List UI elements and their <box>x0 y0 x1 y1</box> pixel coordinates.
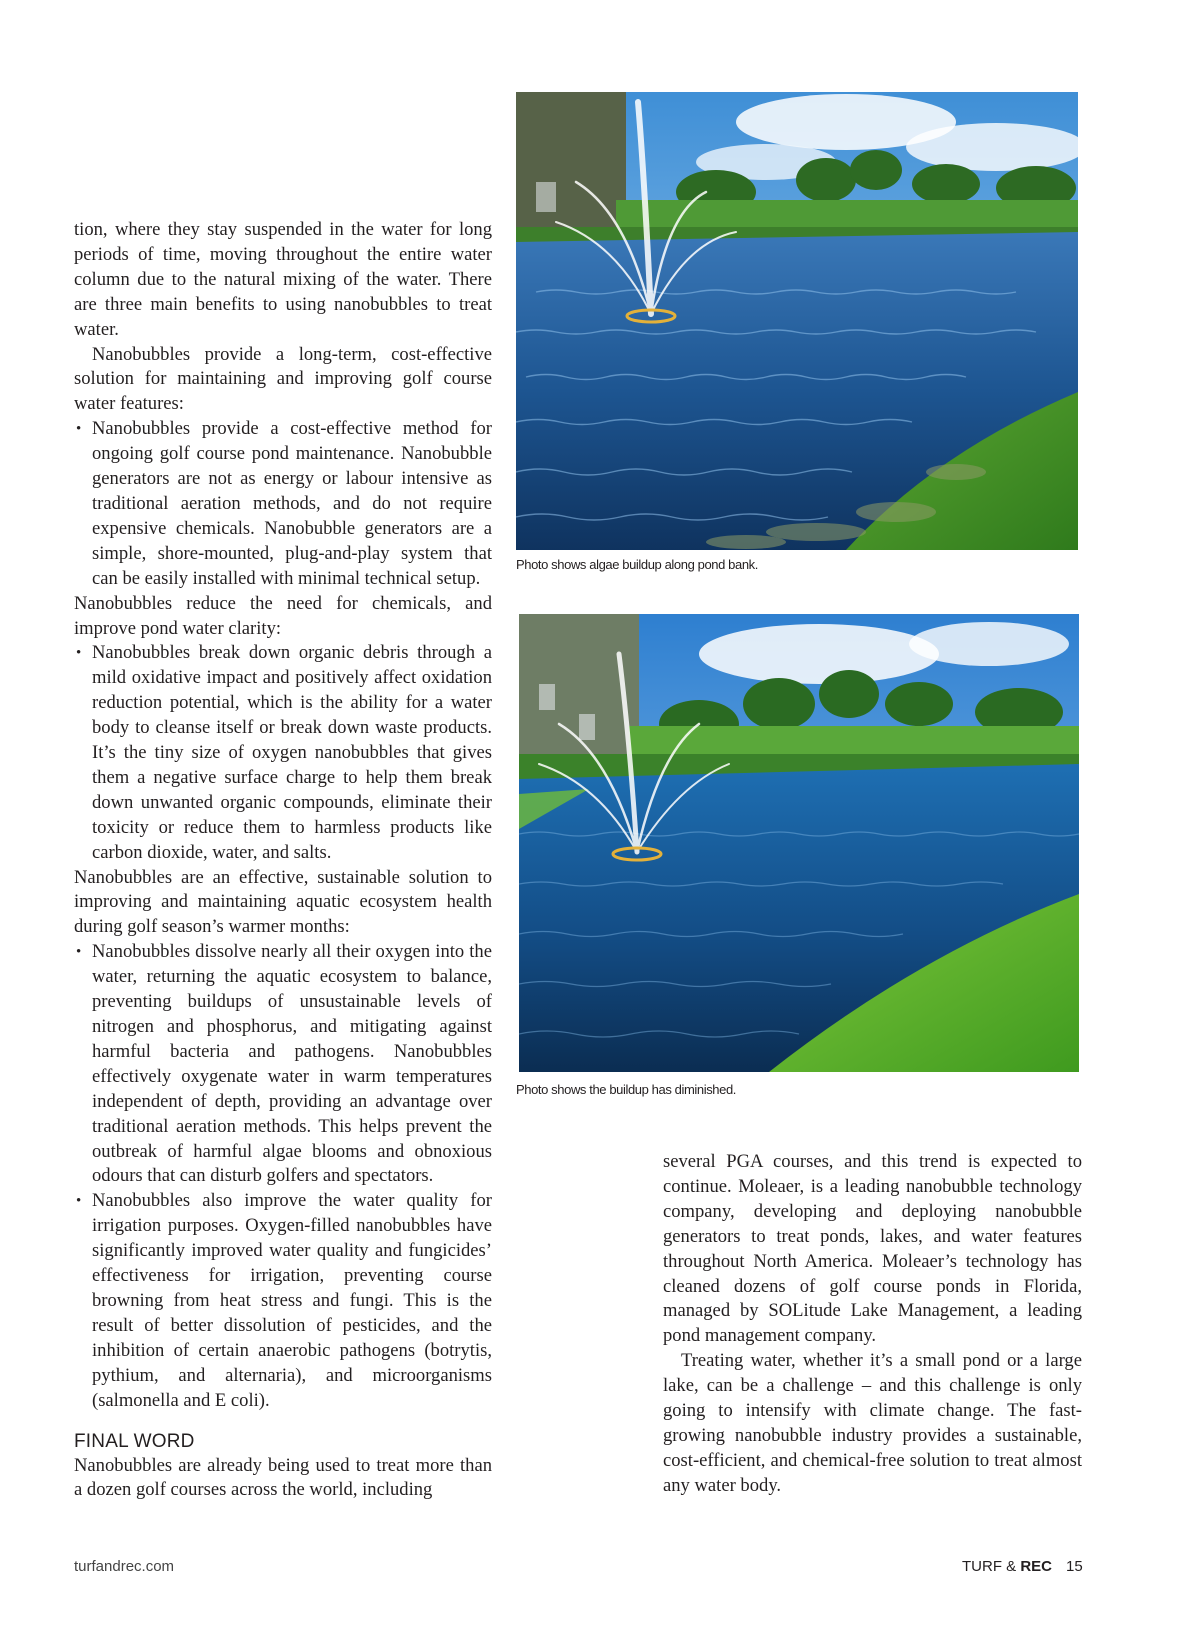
bullet-organic-debris: • Nanobubbles break down organic debris through a mild oxidative impact and positively affect oxidation reduction potential, which is the ability for a water body to cleanse itself or break down waste products. It’s the tiny size of oxygen nanobubbles that gives them a negative surface charge to help them break down unwanted organic compounds, eliminate their toxicity or reduce them to harmless products like carbon dioxide, water, and salts. <box>74 641 492 865</box>
page-number: 15 <box>1066 1558 1083 1575</box>
bullet-list-organic <box>74 641 492 865</box>
photo-buildup-diminished <box>519 614 1079 1072</box>
closing-paragraph: Treating water, whether it’s a small pond or a large lake, can be a challenge – and this challenge is only going to intensify with climate change. The fast-growing nanobubble industry provides a sustainable, cost-efficient, and chemical-free solution to treat almost any water body. <box>663 1350 1082 1496</box>
bullet-oxygen: • Nanobubbles dissolve nearly all their oxygen into the water, returning the aquatic ecosystem to balance, preventing buildups of unsustainable levels of nitrogen and phosphorus, and mitigating against harmful bacteria and pathogens. Nanobubbles effectively oxygenate water in warm temperatures independent of depth, providing an advantage over traditional aeration methods. This helps prevent the outbreak of harmful algae blooms and obnoxious odours that can disturb golfers and spectators. <box>74 940 492 1189</box>
final-word-heading: FINAL WORD <box>74 1430 195 1452</box>
bullet-list-cost <box>74 417 492 591</box>
footer-magazine-name <box>962 1558 1052 1575</box>
bottom-photo-caption: Photo shows the buildup has diminished. <box>516 1082 736 1097</box>
intro-paragraph: tion, where they stay suspended in the water for long periods of time, moving throughout the entire water column due to the natural mixing of the water. There are three main benefits to using nanobubbles to treat water. <box>74 219 492 340</box>
top-photo-caption: Photo shows algae buildup along pond bank. <box>516 557 758 572</box>
footer-website: turfandrec.com <box>74 1558 175 1575</box>
final-word-paragraph: Nanobubbles are already being used to treat more than a dozen golf courses across the world, including <box>74 1454 492 1501</box>
bullet-irrigation: • Nanobubbles also improve the water quality for irrigation purposes. Oxygen-filled nanobubbles have significantly improved water quality and fungicides’ effectiveness for irrigation, preventing course browning from heat stress and fungi. This is the result of better dissolution of pesticides, and the inhibition of certain anaerobic pathogens (botrytis, pythium, and alternaria), and microorganisms (salmonella and E coli). <box>74 1189 492 1413</box>
magazine-name-rec: REC <box>1020 1558 1053 1575</box>
bullet-cost-effective: • Nanobubbles provide a cost-effective method for ongoing golf course pond maintenance. Nanobubble generators are not as energy or labour intensive as traditional aeration methods, and do not require expensive chemicals. Nanobubble generators are a simple, shore-mounted, plug-and-play system that can be easily installed with minimal technical setup. <box>74 417 492 591</box>
left-column <box>74 218 492 1503</box>
fountain-pond-image <box>516 92 1078 550</box>
photo-algae-buildup <box>516 92 1078 550</box>
chemicals-paragraph: Nanobubbles reduce the need for chemicals, and improve pond water clarity: <box>74 592 492 639</box>
benefits-paragraph: Nanobubbles provide a long-term, cost-effective solution for maintaining and improving golf course water features: <box>74 343 492 415</box>
moleaer-paragraph: several PGA courses, and this trend is expected to continue. Moleaer, is a leading nanobubble technology company, developing and deploying nanobubble generators to treat ponds, lakes, and water features throughout North America. Moleaer’s technology has cleaned dozens of golf course ponds in Florida, managed by SOLitude Lake Management, a leading pond management company. <box>663 1151 1082 1347</box>
fountain-pond-image-after <box>519 614 1079 1072</box>
magazine-name-turf: TURF & <box>962 1558 1021 1575</box>
ecosystem-paragraph: Nanobubbles are an effective, sustainable solution to improving and maintaining aquatic ecosystem health during golf season’s warmer months: <box>74 866 492 938</box>
right-column <box>663 1150 1082 1499</box>
bullet-list-ecosystem <box>74 940 492 1413</box>
